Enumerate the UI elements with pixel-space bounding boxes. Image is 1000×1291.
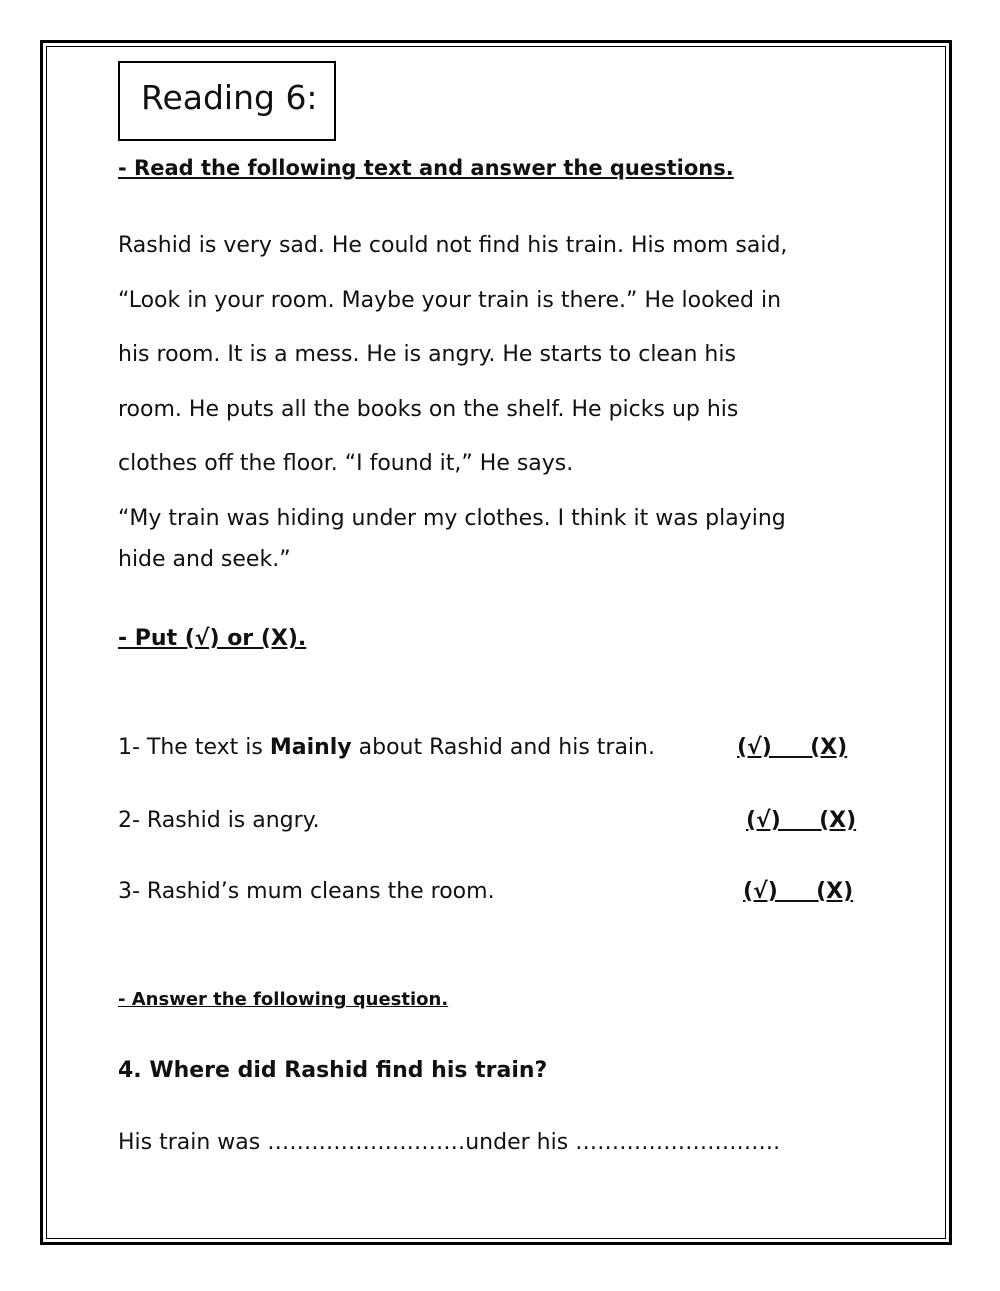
- read-instruction: - Read the following text and answer the questions.: [118, 156, 734, 180]
- statement-1-pre: 1- The text is: [118, 735, 270, 760]
- statement-2-choice[interactable]: (√) (X): [746, 808, 857, 833]
- statement-1-post: about Rashid and his train.: [351, 735, 655, 760]
- answer-line[interactable]: His train was ………………………under his ……………………….: [118, 1130, 781, 1155]
- statement-1: [118, 733, 655, 763]
- statement-2: 2- Rashid is angry.: [118, 808, 320, 833]
- passage-line-1: Rashid is very sad. He could not find his train. His mom said,: [118, 233, 788, 258]
- statement-3: 3- Rashid’s mum cleans the room.: [118, 879, 495, 904]
- passage-line-3: his room. It is a mess. He is angry. He starts to clean his: [118, 342, 736, 367]
- passage-line-6: “My train was hiding under my clothes. I think it was playing: [118, 506, 786, 531]
- statement-1-bold: Mainly: [269, 735, 352, 760]
- statement-3-choice[interactable]: (√) (X): [743, 879, 854, 904]
- page-title: Reading 6:: [141, 78, 318, 117]
- passage-line-5: clothes off the floor. “I found it,” He says.: [118, 451, 574, 476]
- passage-line-4: room. He puts all the books on the shelf. He picks up his: [118, 397, 739, 422]
- question-4: 4. Where did Rashid find his train?: [118, 1058, 548, 1083]
- statement-1-choice[interactable]: (√) (X): [737, 735, 848, 760]
- answer-instruction: - Answer the following question.: [118, 989, 449, 1010]
- passage-line-7: hide and seek.”: [118, 547, 291, 572]
- passage-line-2: “Look in your room. Maybe your train is there.” He looked in: [118, 288, 782, 313]
- tick-instruction: - Put (√) or (X).: [118, 626, 307, 651]
